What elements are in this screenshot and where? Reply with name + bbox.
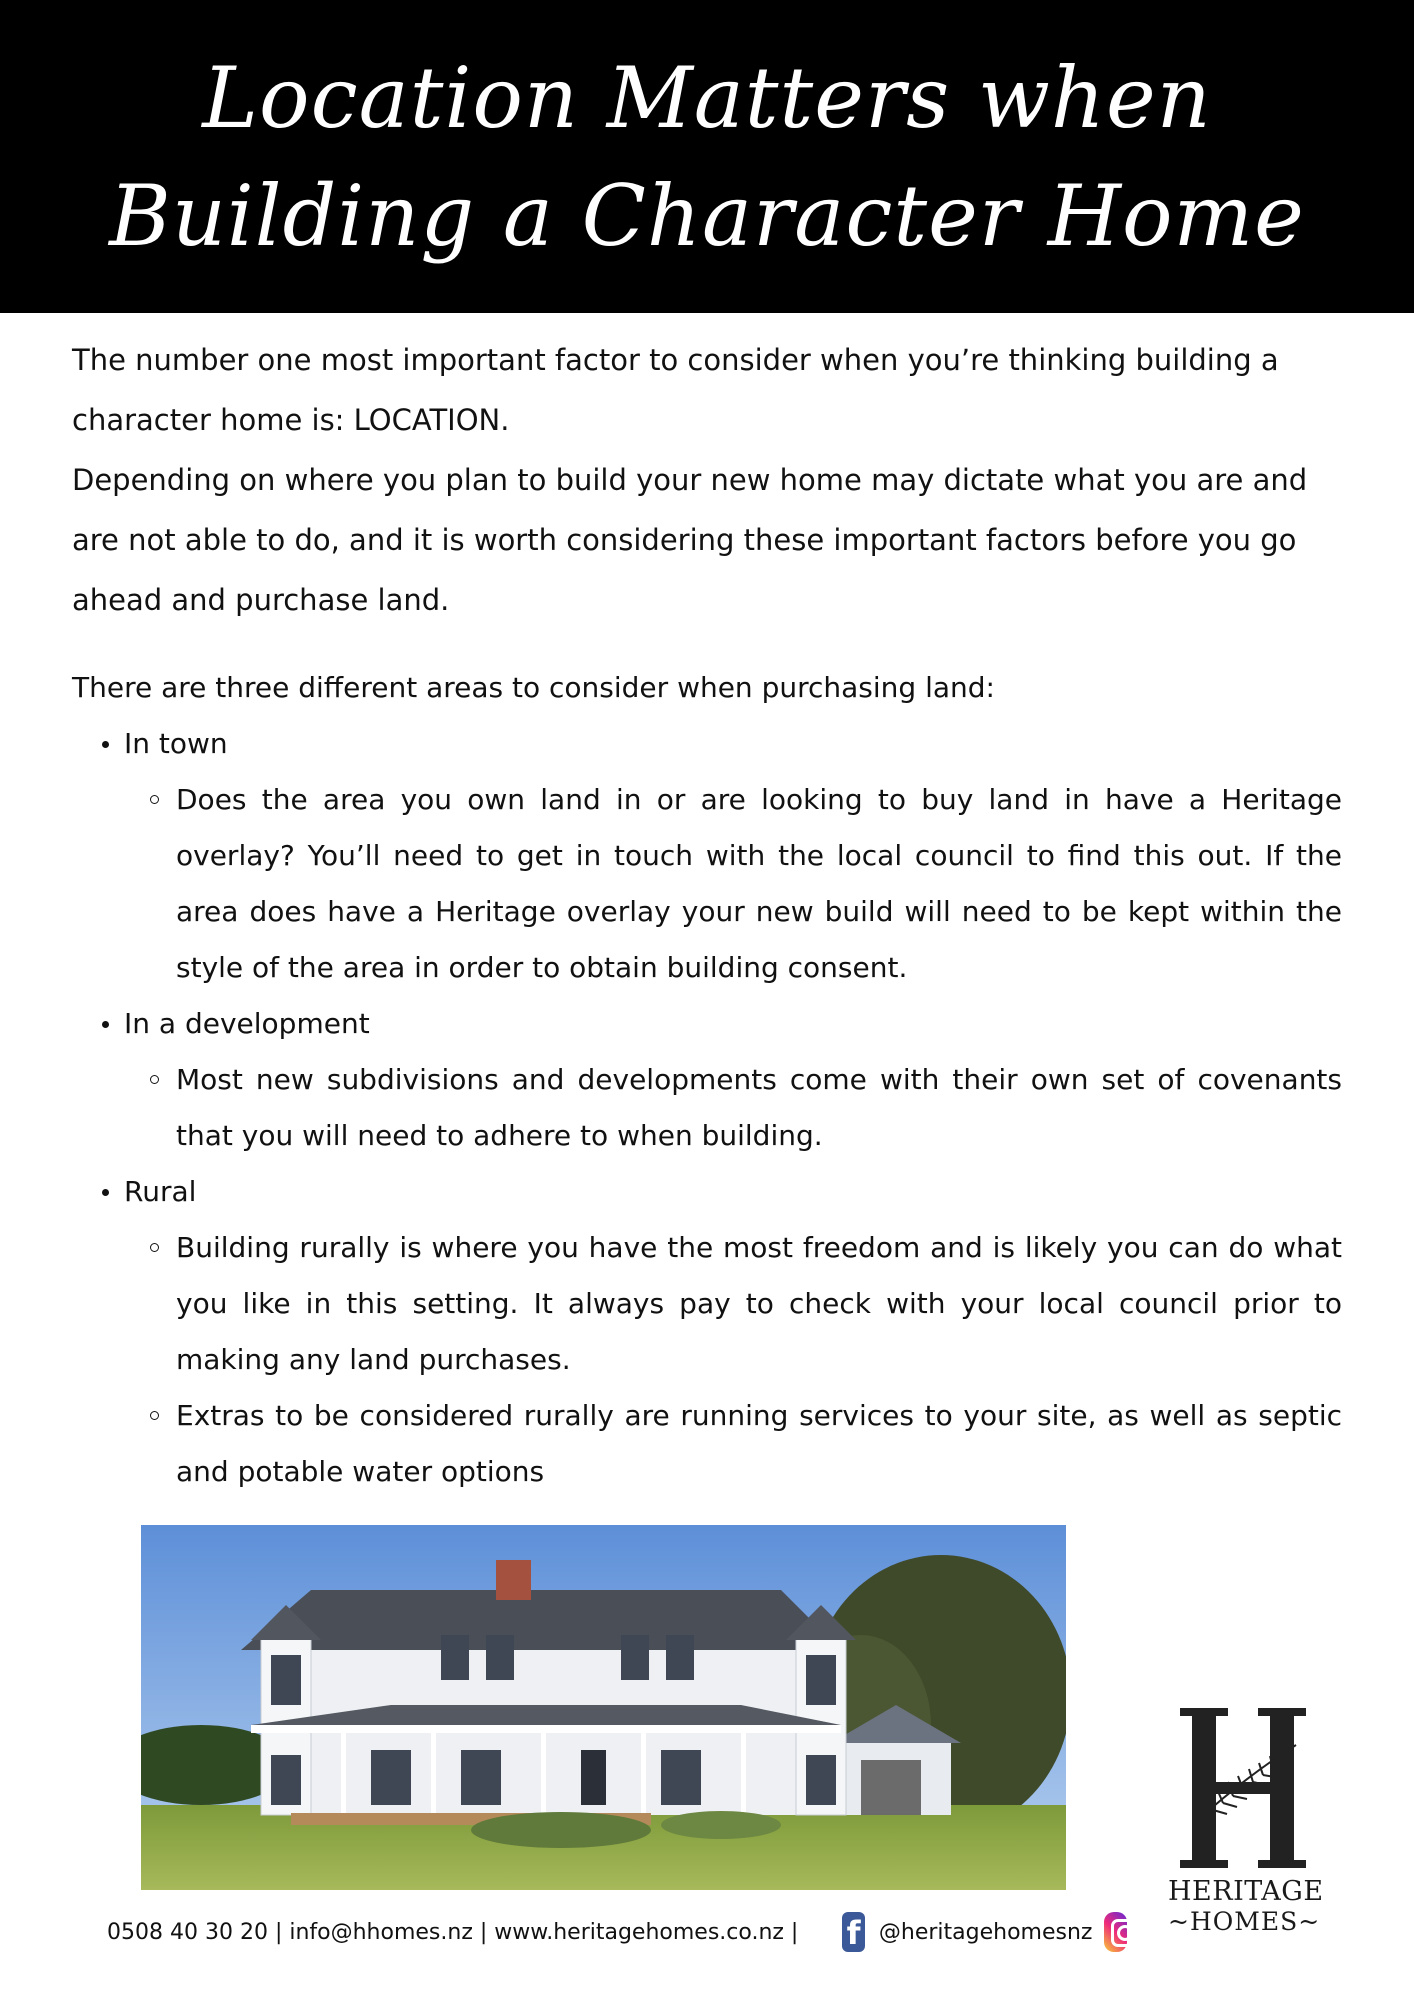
list-item-rural: [72, 1164, 1342, 1500]
detail-item: Building rurally is where you have the most freedom and is likely you can do what you like in this setting. It always pay to check with your local council prior to making any land purchases.: [124, 1220, 1342, 1388]
h-monogram-icon: [1168, 1700, 1318, 1875]
area-details: [124, 1220, 1342, 1500]
house-photo: [141, 1525, 1066, 1890]
areas-lead: There are three different areas to consider when purchasing land:: [72, 671, 995, 704]
page-title: Location Matters when Building a Character Home: [109, 48, 1305, 265]
area-label: In town: [124, 727, 228, 760]
logo-wordmark: [1168, 1876, 1324, 1936]
areas-list: [72, 716, 1342, 1500]
area-details: [124, 1052, 1342, 1164]
logo-line-1: HERITAGE: [1168, 1876, 1324, 1907]
list-item-in-a-development: [72, 996, 1342, 1164]
instagram-icon[interactable]: [1104, 1912, 1127, 1952]
intro-section: [72, 330, 1342, 630]
area-label: In a development: [124, 1007, 370, 1040]
area-details: [124, 772, 1342, 996]
detail-item: Most new subdivisions and developments come with their own set of covenants that you will need to adhere to when building.: [124, 1052, 1342, 1164]
house-illustration: [141, 1525, 1066, 1890]
intro-paragraph-2: Depending on where you plan to build your new home may dictate what you are and are not able to do, and it is worth considering these important factors before you go ahead and purchase land.: [72, 463, 1308, 617]
area-label: Rural: [124, 1175, 197, 1208]
social-handle: @heritagehomesnz: [878, 1919, 1093, 1945]
intro-paragraph-1: The number one most important factor to consider when you’re thinking building a character home is: LOCATION.: [72, 343, 1279, 437]
detail-item: Does the area you own land in or are looking to buy land in have a Heritage overlay? You’ll need to get in touch with the local council to find this out. If the area does have a Heritage overlay your new build will need to be kept within the style of the area in order to obtain building consent.: [124, 772, 1342, 996]
footer-contact: 0508 40 30 20 | info@hhomes.nz | www.heritagehomes.co.nz |: [107, 1919, 799, 1945]
logo-line-2: ~HOMES~: [1168, 1907, 1321, 1936]
header-banner: [0, 0, 1414, 313]
list-item-in-town: [72, 716, 1342, 996]
areas-section: [72, 660, 1342, 1500]
facebook-icon[interactable]: f: [842, 1912, 865, 1952]
detail-item: Extras to be considered rurally are running services to your site, as well as septic and potable water options: [124, 1388, 1342, 1500]
footer: [107, 1907, 1127, 1957]
